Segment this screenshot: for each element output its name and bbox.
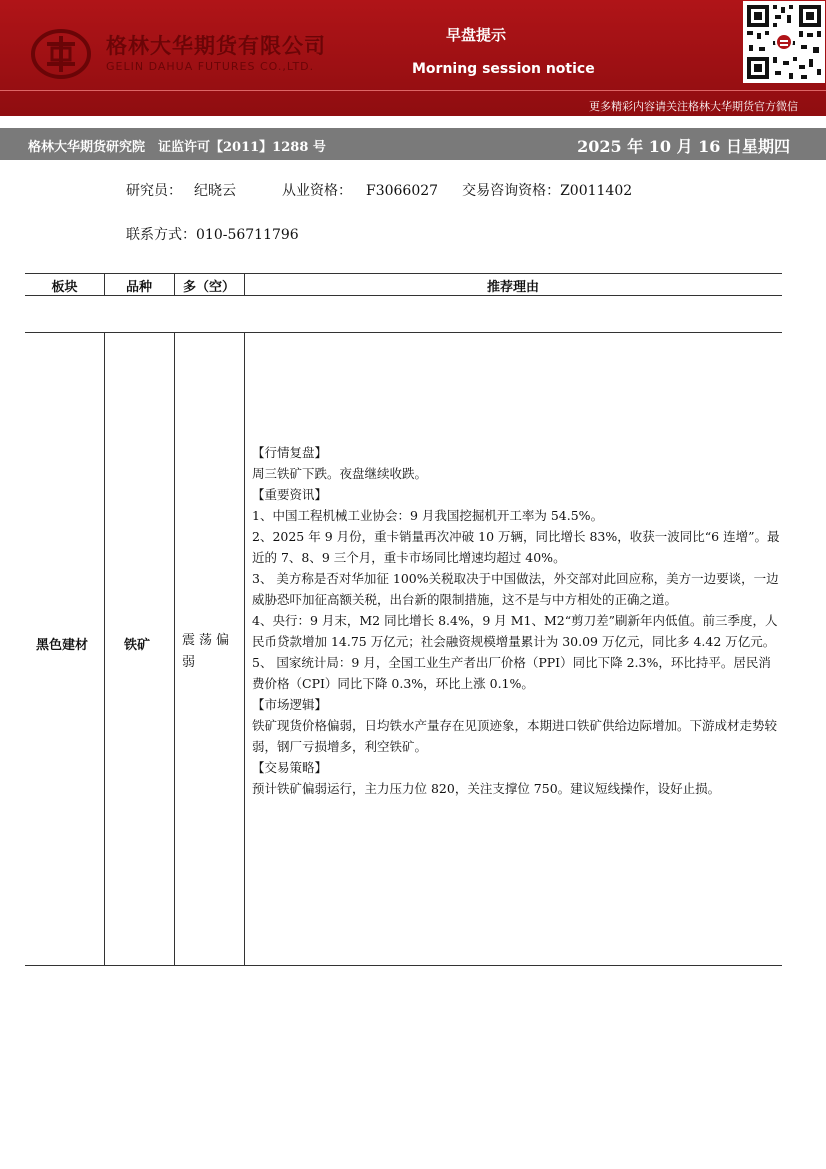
analyst-line [126,180,632,200]
company-name-cn: 格林大华期货有限公司 [106,34,326,58]
reason-heading-logic: 【市场逻辑】 [252,697,328,712]
researcher-name: 纪晓云 [194,183,236,199]
report-title-cn: 早盘提示 [446,26,507,44]
table-top-border [25,273,782,274]
reason-paragraph: 4、央行：9 月末，M2 同比增长 8.4%，9 月 M1、M2“剪刀差”刷新年内低值。前三季度，人民币贷款增加 14.75 万亿元；社会融资规模增量累计为 30.09 万亿元，同比多 4.42 万亿元。 [252,613,778,649]
reason-paragraph: 2、2025 年 9 月份，重卡销量再次冲破 10 万辆，同比增长 83%，收获一波同比“6 连增”。最近的 7、8、9 三个月，重卡市场同比增速均超过 40%。 [252,529,780,565]
cell-sector: 黑色建材 [36,638,89,653]
row-col-divider-1 [104,332,105,966]
report-title-en: Morning session notice [412,61,595,77]
header-subbar [0,90,826,116]
qualification-number: F3066027 [366,183,439,199]
header-direction: 多（空） [182,280,235,295]
report-date: 2025 年 10 月 16 日星期四 [577,137,790,156]
reason-paragraph: 3、 美方称是否对华加征 100%关税取决于中国做法，外交部对此回应称，美方一边要谈，一边威胁恐吓加征高额关税，出台新的限制措施，这不是与中方相处的正确之道。 [252,571,779,607]
reason-paragraph: 铁矿现货价格偏弱，日均铁水产量存在见顶迹象，本期进口铁矿供给边际增加。下游成材走势较弱，钢厂亏损增多，利空铁矿。 [252,718,778,754]
reason-paragraph: 周三铁矿下跌。夜盘继续收跌。 [252,466,428,481]
contact-value: 010-56711796 [196,227,299,243]
header-reason: 推荐理由 [486,280,539,295]
institute-bar [0,128,826,160]
company-name-en: GELIN DAHUA FUTURES CO.,LTD. [106,60,315,73]
reason-heading-strategy: 【交易策略】 [252,760,328,775]
header-divider [0,90,826,91]
qr-code-icon [743,1,825,83]
consult-label: 交易咨询资格： [462,183,561,199]
header-sector: 板块 [51,280,78,295]
cell-variety: 铁矿 [124,638,151,653]
institute-license: 格林大华期货研究院 证监许可【2011】1288 号 [28,140,326,155]
reason-paragraph: 5、 国家统计局：9 月，全国工业生产者出厂价格（PPI）同比下降 2.3%，环比持平。居民消费价格（CPI）同比下降 0.3%，环比上涨 0.1%。 [252,655,771,691]
table-bottom-border [25,965,782,966]
header-variety: 品种 [125,280,152,295]
row-col-divider-3 [244,332,245,966]
contact-label: 联系方式： [126,227,196,243]
cell-reason [252,442,780,799]
table-header-border [25,295,782,296]
table-row-top-border [25,332,782,333]
row-col-divider-2 [174,332,175,966]
page-header [0,0,826,116]
contact-line [126,224,299,244]
reason-heading-review: 【行情复盘】 [252,445,328,460]
researcher-label: 研究员： [126,183,182,199]
gelin-logo-icon [30,28,92,80]
wechat-note: 更多精彩内容请关注格林大华期货官方微信 [589,100,798,113]
qualification-label: 从业资格： [282,183,352,199]
reason-paragraph: 预计铁矿偏弱运行，主力压力位 820，关注支撑位 750。建议短线操作，设好止损。 [252,781,721,796]
reason-heading-news: 【重要资讯】 [252,487,328,502]
consult-number: Z0011402 [560,183,633,199]
reason-paragraph: 1、中国工程机械工业协会：9 月我国挖掘机开工率为 54.5%。 [252,508,604,523]
cell-direction: 震荡偏弱 [182,633,234,670]
